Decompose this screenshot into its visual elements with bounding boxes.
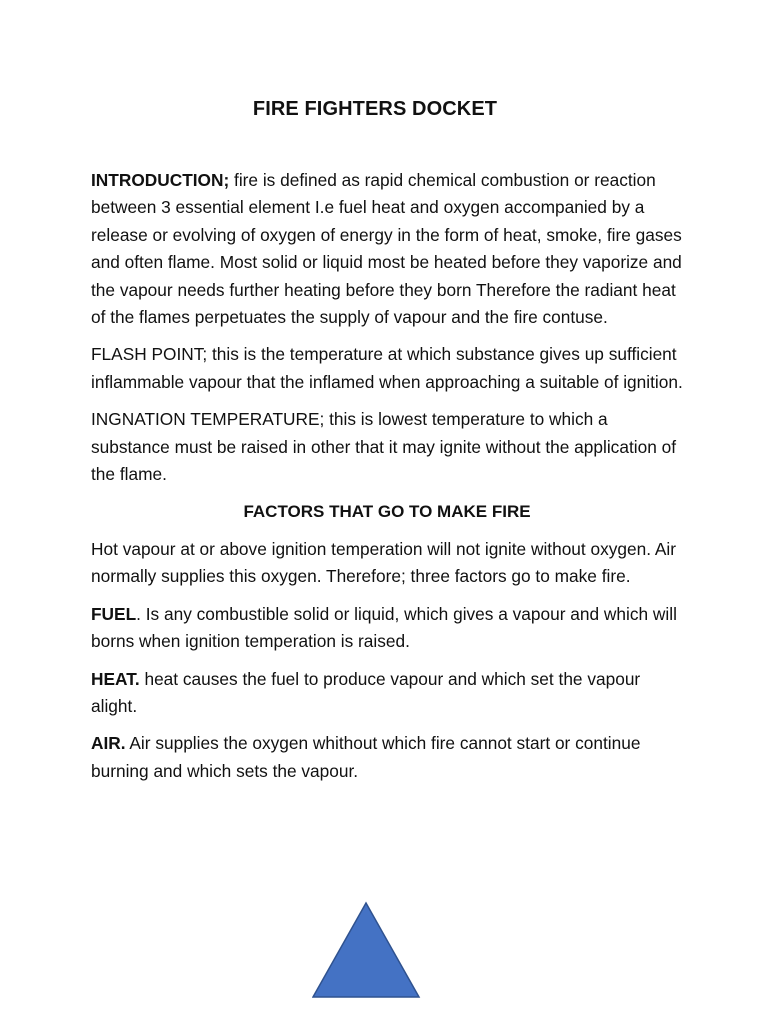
ignition-temperature-paragraph: INGNATION TEMPERATURE; this is lowest temperature to which a substance must be raised in other that it may ignite without the application of the flame. — [91, 409, 677, 485]
introduction-text: fire is defined as rapid chemical combustion or reaction between 3 essential element I.e fuel heat and oxygen accompanied by a release or evolving of oxygen of energy in the form of heat, smoke, fire gases and often flame. Most solid or liquid most be heated before they vaporize and the vapour needs further heating before they born Therefore the radiant heat of the flames perpetuates the supply of vapour and the fire contuse. — [91, 170, 682, 328]
fuel-paragraph — [91, 601, 683, 656]
heat-paragraph — [91, 666, 683, 721]
document-body — [91, 167, 683, 795]
factors-heading: FACTORS THAT GO TO MAKE FIRE — [243, 502, 531, 522]
air-paragraph — [91, 730, 683, 785]
introduction-paragraph — [91, 167, 683, 331]
heat-text: heat causes the fuel to produce vapour and which set the vapour alight. — [91, 668, 641, 716]
triangle-icon — [312, 901, 422, 999]
fire-triangle-shape — [312, 901, 422, 999]
heat-label: HEAT. — [91, 668, 140, 689]
flash-point-paragraph: FLASH POINT; this is the temperature at which substance gives up sufficient inflammable vapour that the inflamed when approaching a suitable of ignition. — [91, 344, 683, 392]
document-title: FIRE FIGHTERS DOCKET — [252, 98, 498, 120]
air-label: AIR. — [91, 733, 126, 754]
fuel-label: FUEL — [91, 603, 137, 624]
air-text: Air supplies the oxygen whithout which fire cannot start or continue burning and which sets the vapour. — [91, 733, 641, 781]
factors-intro-paragraph: Hot vapour at or above ignition temperation will not ignite without oxygen. Air normally supplies this oxygen. Therefore; three factors go to make fire. — [91, 538, 677, 587]
introduction-label: INTRODUCTION; — [91, 170, 230, 190]
fuel-text: . Is any combustible solid or liquid, which gives a vapour and which will borns when ignition temperation is raised. — [91, 603, 677, 652]
